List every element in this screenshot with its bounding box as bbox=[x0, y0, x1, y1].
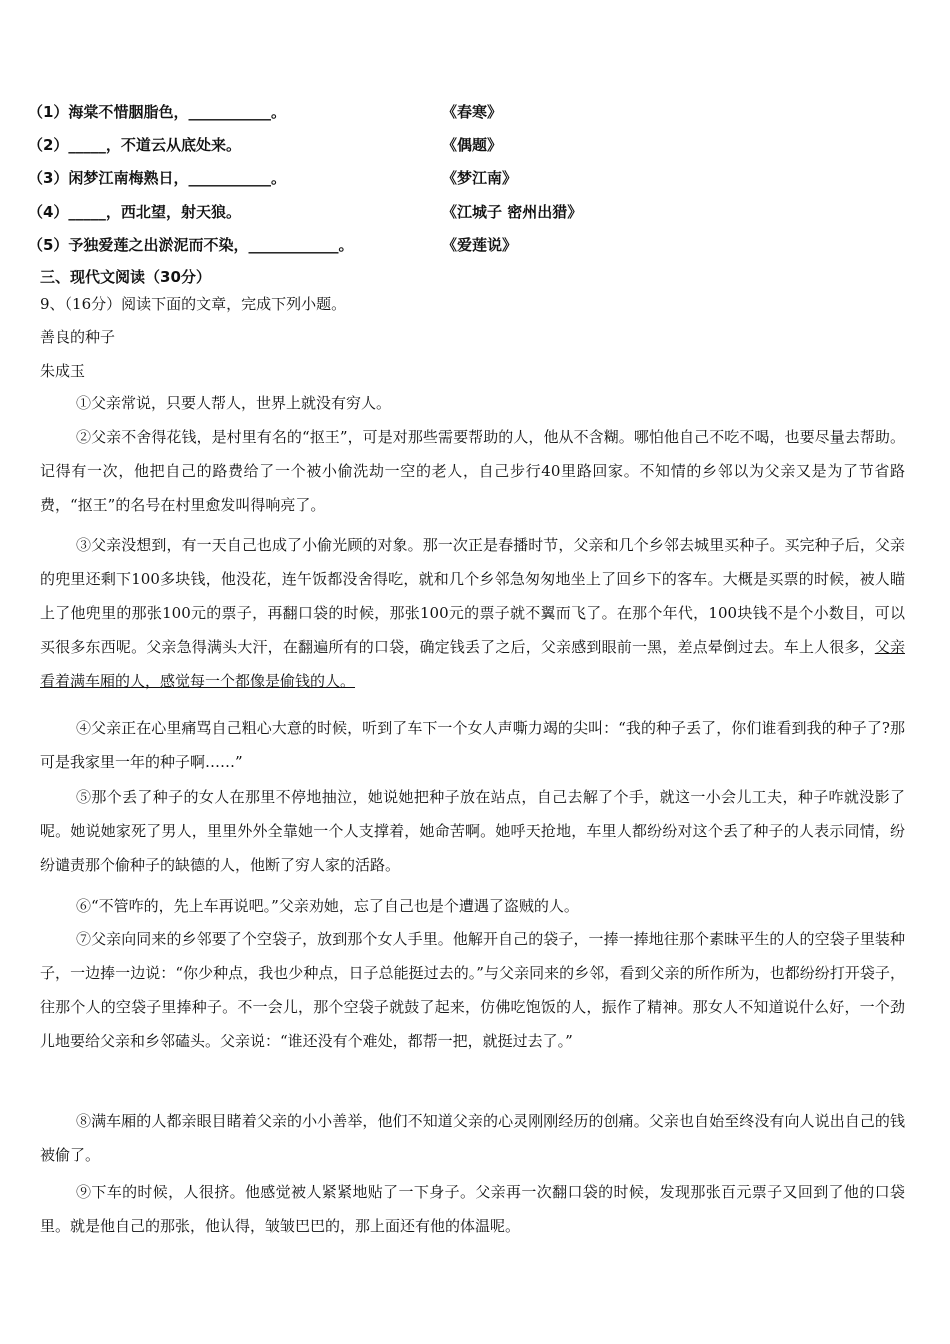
question-text: （5）予独爱莲之出淤泥而不染，____________。 bbox=[28, 236, 354, 254]
question-item-5 bbox=[0, 233, 950, 257]
article-author: 朱成玉 bbox=[40, 362, 86, 380]
article-paragraph-5: ⑤那个丢了种子的女人在那里不停地抽泣，她说她把种子放在站点，自己去解了个手，就这一小会儿工夫，种子咋就没影了呢。她说她家死了男人，里里外外全靠她一个人支撑着，她命苦啊。她呼天抢地，车里人都纷纷对这个丢了种子的人表示同情，纷纷谴责那个偷种子的缺德的人，他断了穷人家的活路。 bbox=[40, 788, 905, 874]
article-paragraph-9: ⑨下车的时候，人很挤。他感觉被人紧紧地贴了一下身子。父亲再一次翻口袋的时候，发现那张百元票子又回到了他的口袋里。就是他自己的那张，他认得，皱皱巴巴的，那上面还有他的体温呢。 bbox=[40, 1183, 905, 1235]
question-item-2 bbox=[0, 133, 950, 157]
question-text: （3）闲梦江南梅熟日，___________。 bbox=[28, 169, 286, 187]
question-source: 《爱莲说》 bbox=[442, 236, 518, 254]
question-text: （1）海棠不惜胭脂色，___________。 bbox=[28, 103, 286, 121]
question-item-3 bbox=[0, 166, 950, 190]
article-paragraph-2: ②父亲不舍得花钱，是村里有名的“抠王”，可是对那些需要帮助的人，他从不含糊。哪怕他自己不吃不喝，也要尽量去帮助。记得有一次，他把自己的路费给了一个被小偷洗劫一空的老人，自己步行40里路回家。不知情的乡邻以为父亲又是为了节省路费，“抠王”的名号在村里愈发叫得响亮了。 bbox=[40, 428, 905, 514]
article-paragraph-4: ④父亲正在心里痛骂自己粗心大意的时候，听到了车下一个女人声嘶力竭的尖叫：“我的种子丢了，你们谁看到我的种子了?那可是我家里一年的种子啊……” bbox=[40, 719, 905, 771]
underlined-sentence: 父亲看着满车厢的人，感觉每一个都像是偷钱的人。 bbox=[40, 638, 905, 690]
article-paragraph-3 bbox=[40, 528, 905, 698]
article-paragraph-1: ①父亲常说，只要人帮人，世界上就没有穷人。 bbox=[76, 394, 392, 412]
question-item-1 bbox=[0, 100, 950, 124]
article-title: 善良的种子 bbox=[40, 328, 116, 346]
question-source: 《偶题》 bbox=[442, 136, 503, 154]
question-source: 《梦江南》 bbox=[442, 169, 518, 187]
article-paragraph-6: ⑥“不管咋的，先上车再说吧。”父亲劝她，忘了自己也是个遭遇了盗贼的人。 bbox=[76, 897, 579, 915]
question-source: 《江城子 密州出猎》 bbox=[442, 203, 583, 221]
paragraph-text: ③父亲没想到，有一天自己也成了小偷光顾的对象。那一次正是春播时节，父亲和几个乡邻去城里买种子。买完种子后，父亲的兜里还剩下100多块钱，他没花，连午饭都没舍得吃，就和几个乡邻急匆匆地坐上了回乡下的客车。大概是买票的时候，被人瞄上了他兜里的那张100元的票子，再翻口袋的时候，那张100元的票子就不翼而飞了。在那个年代，100块钱不是个小数目，可以买很多东西呢。父亲急得满头大汗，在翻遍所有的口袋，确定钱丢了之后，父亲感到眼前一黑，差点晕倒过去。车上人很多， bbox=[40, 536, 905, 656]
question-text: （4）_____，西北望，射天狼。 bbox=[28, 203, 241, 221]
question-item-4 bbox=[0, 200, 950, 224]
article-paragraph-8: ⑧满车厢的人都亲眼目睹着父亲的小小善举，他们不知道父亲的心灵刚刚经历的创痛。父亲也自始至终没有向人说出自己的钱被偷了。 bbox=[40, 1112, 905, 1164]
question-intro: 9、（16分）阅读下面的文章，完成下列小题。 bbox=[40, 295, 347, 313]
question-text: （2）_____，不道云从底处来。 bbox=[28, 136, 241, 154]
section-heading: 三、现代文阅读（30分） bbox=[40, 268, 211, 286]
article-paragraph-7: ⑦父亲向同来的乡邻要了个空袋子，放到那个女人手里。他解开自己的袋子，一捧一捧地往那个素昧平生的人的空袋子里装种子，一边捧一边说：“你少种点，我也少种点，日子总能挺过去的。”与父亲同来的乡邻，看到父亲的所作所为，也都纷纷打开袋子，往那个人的空袋子里捧种子。不一会儿，那个空袋子就鼓了起来，仿佛吃饱饭的人，振作了精神。那女人不知道说什么好，一个劲儿地要给父亲和乡邻磕头。父亲说：“谁还没有个难处，都帮一把，就挺过去了。” bbox=[40, 930, 905, 1050]
question-source: 《春寒》 bbox=[442, 103, 503, 121]
